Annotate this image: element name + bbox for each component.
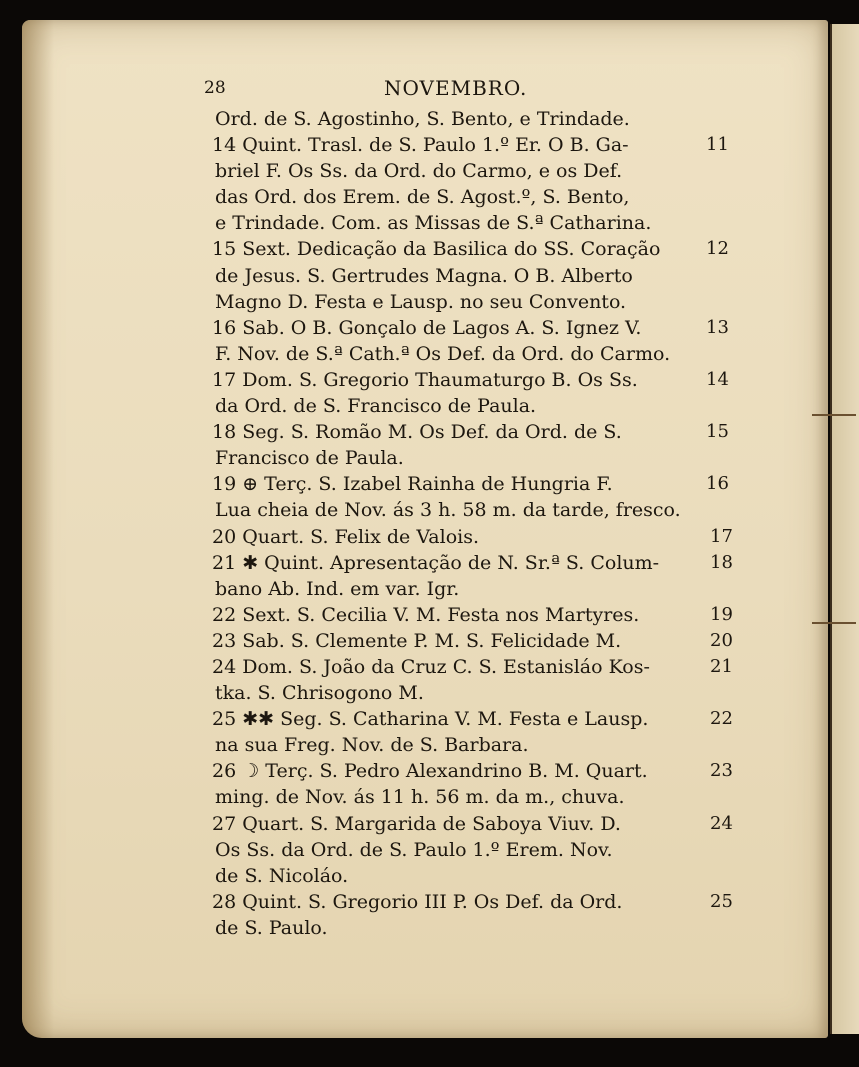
day-of-month-number: 19: [710, 603, 733, 625]
line-text: 20 Quart. S. Felix de Valois.: [212, 525, 480, 548]
continuation-line: [22, 158, 828, 184]
line-text: 27 Quart. S. Margarida de Saboya Viuv. D.: [212, 812, 621, 835]
line-text: de S. Paulo.: [215, 916, 328, 939]
line-text: 23 Sab. S. Clemente P. M. S. Felicidade M.: [212, 629, 622, 652]
line-text: Francisco de Paula.: [215, 447, 404, 470]
line-text: 18 Seg. S. Romão M. Os Def. da Ord. de S.: [212, 421, 622, 444]
line-text: na sua Freg. Nov. de S. Barbara.: [215, 734, 529, 757]
day-of-month-number: 20: [710, 629, 733, 651]
line-text: 16 Sab. O B. Gonçalo de Lagos A. S. Ignez V.: [212, 316, 642, 339]
continuation-line: [22, 210, 828, 236]
page-mark: [812, 622, 856, 624]
line-text: tka. S. Chrisogono M.: [215, 682, 424, 705]
continuation-line: [22, 680, 828, 706]
continuation-line: [22, 341, 828, 367]
line-text: F. Nov. de S.ª Cath.ª Os Def. da Ord. do Carmo.: [215, 342, 671, 365]
line-text: de Jesus. S. Gertrudes Magna. O B. Alberto: [215, 264, 633, 287]
continuation-line: [22, 863, 828, 889]
day-of-month-number: 23: [710, 760, 733, 782]
day-entry-line: [22, 602, 828, 628]
day-entry-line: [22, 315, 828, 341]
day-entry-line: [22, 811, 828, 837]
day-of-month-number: 22: [710, 708, 733, 730]
continuation-line: [22, 915, 828, 941]
day-of-month-number: 13: [706, 316, 729, 338]
continuation-line: [22, 732, 828, 758]
month-title: NOVEMBRO.: [384, 76, 528, 100]
day-of-month-number: 18: [710, 551, 733, 573]
page-number: 28: [204, 78, 226, 98]
day-entry-line: [22, 889, 828, 915]
line-text: 28 Quint. S. Gregorio III P. Os Def. da Ord.: [212, 890, 623, 913]
line-text: 14 Quint. Trasl. de S. Paulo 1.º Er. O B. Ga-: [212, 134, 629, 157]
book-page: [22, 20, 828, 1038]
day-of-month-number: 14: [706, 368, 729, 390]
day-entry-line: [22, 628, 828, 654]
line-text: 17 Dom. S. Gregorio Thaumaturgo B. Os Ss.: [212, 368, 638, 391]
page-header: [22, 76, 828, 104]
continuation-line: [22, 106, 828, 132]
day-of-month-number: 21: [710, 655, 733, 677]
day-of-month-number: 25: [710, 890, 733, 912]
line-text: Lua cheia de Nov. ás 3 h. 58 m. da tarde, fresco.: [215, 499, 681, 522]
line-text: 19 ⊕ Terç. S. Izabel Rainha de Hungria F.: [212, 473, 613, 496]
line-text: bano Ab. Ind. em var. Igr.: [215, 577, 460, 600]
day-entry-line: [22, 524, 828, 550]
continuation-line: [22, 263, 828, 289]
continuation-line: [22, 445, 828, 471]
line-text: Magno D. Festa e Lausp. no seu Convento.: [215, 290, 627, 313]
day-of-month-number: 16: [706, 473, 729, 495]
line-text: 25 ✱✱ Seg. S. Catharina V. M. Festa e Lausp.: [212, 708, 649, 731]
calendar-text: [22, 106, 828, 941]
day-of-month-number: 17: [710, 525, 733, 547]
day-entry-line: [22, 367, 828, 393]
line-text: ming. de Nov. ás 11 h. 56 m. da m., chuva.: [215, 786, 625, 809]
day-of-month-number: 24: [710, 812, 733, 834]
continuation-line: [22, 289, 828, 315]
continuation-line: [22, 184, 828, 210]
day-entry-line: [22, 654, 828, 680]
day-entry-line: [22, 550, 828, 576]
day-of-month-number: 12: [706, 238, 729, 260]
day-entry-line: [22, 236, 828, 262]
line-text: 26 ☽ Terç. S. Pedro Alexandrino B. M. Quart.: [212, 760, 648, 783]
day-of-month-number: 15: [706, 421, 729, 443]
line-text: 15 Sext. Dedicação da Basilica do SS. Coração: [212, 238, 661, 261]
day-entry-line: [22, 419, 828, 445]
line-text: das Ord. dos Erem. de S. Agost.º, S. Bento,: [215, 186, 630, 209]
line-text: Os Ss. da Ord. de S. Paulo 1.º Erem. Nov.: [215, 838, 613, 861]
day-entry-line: [22, 132, 828, 158]
continuation-line: [22, 497, 828, 523]
page-mark: [812, 414, 856, 416]
line-text: 21 ✱ Quint. Apresentação de N. Sr.ª S. Colum-: [212, 551, 660, 574]
facing-page-edge: [830, 24, 859, 1034]
day-of-month-number: 11: [706, 134, 729, 156]
line-text: de S. Nicoláo.: [215, 864, 349, 887]
continuation-line: [22, 784, 828, 810]
day-entry-line: [22, 471, 828, 497]
day-entry-line: [22, 758, 828, 784]
line-text: Ord. de S. Agostinho, S. Bento, e Trindade.: [215, 108, 630, 130]
continuation-line: [22, 837, 828, 863]
day-entry-line: [22, 706, 828, 732]
line-text: briel F. Os Ss. da Ord. do Carmo, e os Def.: [215, 160, 623, 183]
continuation-line: [22, 393, 828, 419]
continuation-line: [22, 576, 828, 602]
line-text: da Ord. de S. Francisco de Paula.: [215, 395, 537, 418]
line-text: 22 Sext. S. Cecilia V. M. Festa nos Martyres.: [212, 603, 640, 626]
line-text: 24 Dom. S. João da Cruz C. S. Estanisláo Kos-: [212, 655, 650, 678]
line-text: e Trindade. Com. as Missas de S.ª Catharina.: [215, 212, 652, 235]
